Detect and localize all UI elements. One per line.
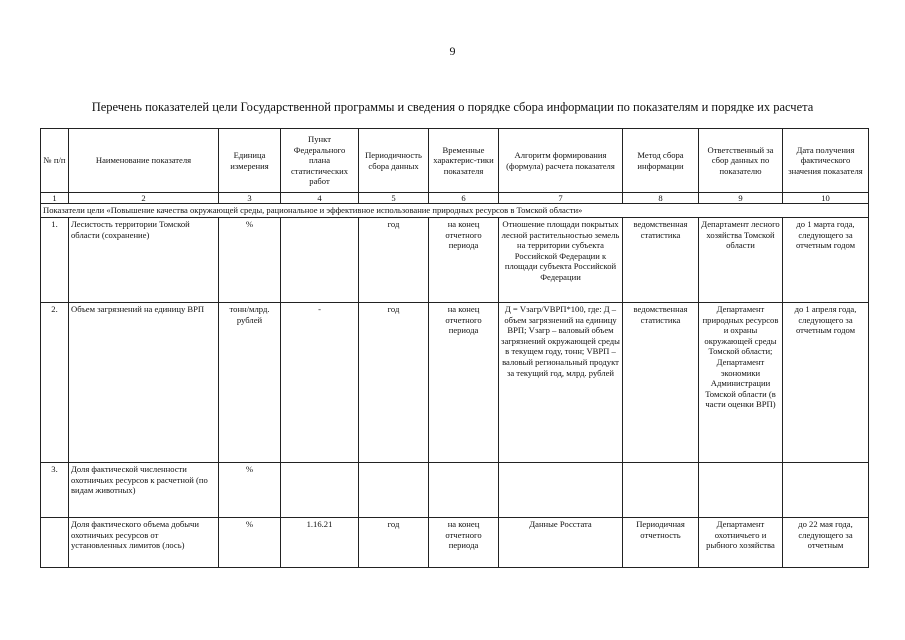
periodicity: год [359, 218, 429, 303]
time-characteristic: на конец отчетного периода [429, 518, 499, 568]
receipt-date: до 1 марта года, следующего за отчетным годом [783, 218, 869, 303]
unit: % [219, 518, 281, 568]
algorithm [499, 463, 623, 518]
collection-method [623, 463, 699, 518]
plan-item: 1.16.21 [281, 518, 359, 568]
unit: % [219, 463, 281, 518]
algorithm: Д = Vзагр/VВРП*100, где: Д – объем загрязнений на единицу ВРП; Vзагр – валовый объем загрязнений окружающей среды в текущем году, тонн; VВРП – валовый региональный продукт за текущий год, млрд. рублей [499, 303, 623, 463]
page-number: 9 [449, 44, 456, 58]
header-cell: Временные характерис-тики показателя [429, 129, 499, 193]
plan-item [281, 463, 359, 518]
row-number: 2. [41, 303, 69, 463]
unit: % [219, 218, 281, 303]
header-cell: № п/п [41, 129, 69, 193]
header-cell: Метод сбора информации [623, 129, 699, 193]
indicator-name: Объем загрязнений на единицу ВРП [69, 303, 219, 463]
table-row [41, 303, 869, 463]
header-cell: Единица измерения [219, 129, 281, 193]
column-number: 4 [281, 193, 359, 204]
column-number: 8 [623, 193, 699, 204]
periodicity: год [359, 303, 429, 463]
column-number: 10 [783, 193, 869, 204]
algorithm: Отношение площади покрытых лесной растительностью земель на территории субъекта Российской Федерации к площади субъекта Российской Федерации [499, 218, 623, 303]
responsible: Департамент природных ресурсов и охраны окружающей среды Томской области; Департамент экономики Администрации Томской области (в части оценки ВРП) [699, 303, 783, 463]
periodicity [359, 463, 429, 518]
goal-row [41, 204, 869, 218]
column-number: 5 [359, 193, 429, 204]
header-cell: Алгоритм формирования (формула) расчета показателя [499, 129, 623, 193]
collection-method: ведомственная статистика [623, 218, 699, 303]
goal-text: Показатели цели «Повышение качества окружающей среды, рациональное и эффективное использование природных ресурсов в Томской области» [41, 204, 869, 218]
header-cell: Наименование показателя [69, 129, 219, 193]
plan-item [281, 218, 359, 303]
responsible [699, 463, 783, 518]
column-number: 1 [41, 193, 69, 204]
algorithm: Данные Росстата [499, 518, 623, 568]
indicators-table-wrapper [40, 128, 868, 568]
row-number: 1. [41, 218, 69, 303]
time-characteristic: на конец отчетного периода [429, 218, 499, 303]
header-cell: Дата получения фактического значения показателя [783, 129, 869, 193]
time-characteristic: на конец отчетного периода [429, 303, 499, 463]
column-number-row [41, 193, 869, 204]
column-number: 6 [429, 193, 499, 204]
row-number: 3. [41, 463, 69, 518]
indicator-name: Доля фактического объема добычи охотничьих ресурсов от установленных лимитов (лось) [69, 518, 219, 568]
table-row [41, 518, 869, 568]
responsible: Департамент охотничьего и рыбного хозяйства [699, 518, 783, 568]
receipt-date [783, 463, 869, 518]
collection-method: ведомственная статистика [623, 303, 699, 463]
document-title: Перечень показателей цели Государственной программы и сведения о порядке сбора информации по показателям и порядке их расчета [91, 100, 814, 114]
indicators-table [40, 128, 869, 568]
indicator-name: Доля фактической численности охотничьих ресурсов к расчетной (по видам животных) [69, 463, 219, 518]
collection-method: Периодичная отчетность [623, 518, 699, 568]
header-cell: Ответственный за сбор данных по показателю [699, 129, 783, 193]
periodicity: год [359, 518, 429, 568]
plan-item: - [281, 303, 359, 463]
header-cell: Периодичность сбора данных [359, 129, 429, 193]
table-row [41, 218, 869, 303]
receipt-date: до 22 мая года, следующего за отчетным [783, 518, 869, 568]
row-number [41, 518, 69, 568]
responsible: Департамент лесного хозяйства Томской области [699, 218, 783, 303]
time-characteristic [429, 463, 499, 518]
column-number: 7 [499, 193, 623, 204]
column-number: 2 [69, 193, 219, 204]
unit: тонн/млрд. рублей [219, 303, 281, 463]
table-row [41, 463, 869, 518]
header-cell: Пункт Федерального плана статистических работ [281, 129, 359, 193]
column-number: 9 [699, 193, 783, 204]
column-number: 3 [219, 193, 281, 204]
receipt-date: до 1 апреля года, следующего за отчетным годом [783, 303, 869, 463]
header-row [41, 129, 869, 193]
indicator-name: Лесистость территории Томской области (сохранение) [69, 218, 219, 303]
